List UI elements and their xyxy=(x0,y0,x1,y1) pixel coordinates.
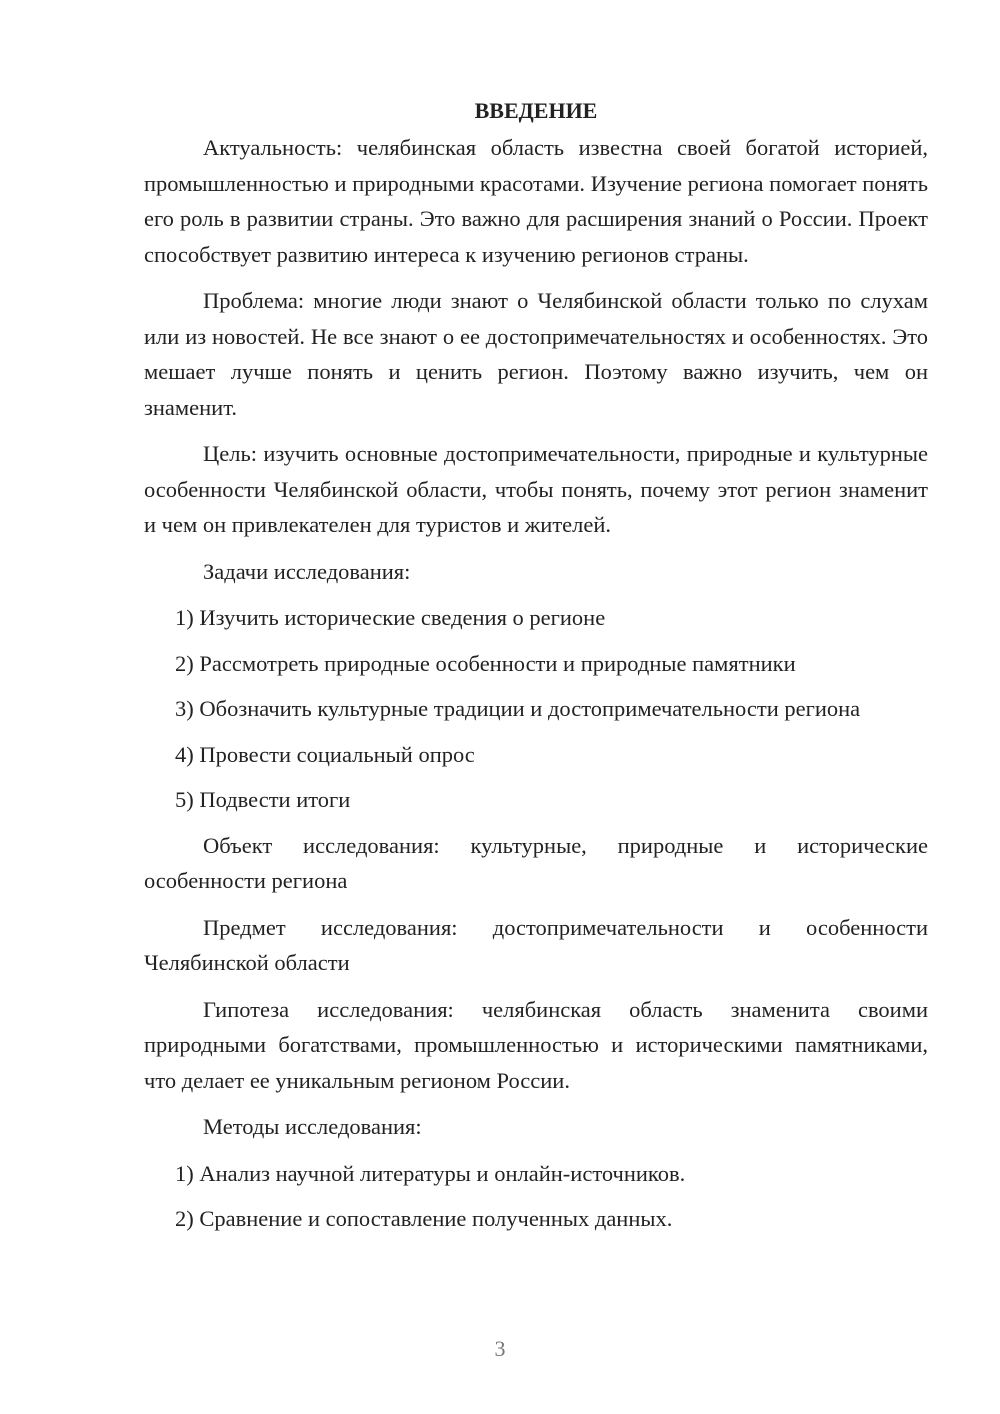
tasks-heading: Задачи исследования: xyxy=(203,558,411,584)
method-item-1: 1) Анализ научной литературы и онлайн-источников. xyxy=(175,1160,686,1186)
subject-paragraph: Предмет исследования: достопримечательности и особенности Челябинской области xyxy=(144,914,928,975)
hypothesis-paragraph: Гипотеза исследования: челябинская область знаменита своими природными богатствами, промышленностью и историческими памятниками, что делает ее уникальным регионом России. xyxy=(144,996,928,1093)
task-item-1: 1) Изучить исторические сведения о регионе xyxy=(175,605,606,630)
goal-paragraph: Цель: изучить основные достопримечательности, природные и культурные особенности Челябинской области, чтобы понять, почему этот регион знаменит и чем он привлекателен для туристов и жителей. xyxy=(144,441,928,537)
methods-heading: Методы исследования: xyxy=(203,1114,422,1139)
method-item-2: 2) Сравнение и сопоставление полученных данных. xyxy=(175,1206,673,1231)
page-number: 3 xyxy=(494,1336,506,1361)
document-page xyxy=(144,96,928,1247)
task-item-2: 2) Рассмотреть природные особенности и природные памятники xyxy=(175,650,796,676)
task-item-5: 5) Подвести итоги xyxy=(175,787,351,812)
task-item-3: 3) Обозначить культурные традиции и достопримечательности региона xyxy=(175,696,861,721)
task-item-4: 4) Провести социальный опрос xyxy=(175,741,475,767)
page-title: ВВЕДЕНИЕ xyxy=(474,98,598,123)
problem-paragraph: Проблема: многие люди знают о Челябинской области только по слухам или из новостей. Не все знают о ее достопримечательностях и особенностях. Это мешает лучше понять и ценить регион. Поэтому важно изучить, чем он знаменит. xyxy=(144,288,928,420)
relevance-paragraph: Актуальность: челябинская область известна своей богатой историей, промышленностью и природными красотами. Изучение региона помогает понять его роль в развитии страны. Это важно для расширения знаний о России. Проект способствует развитию интереса к изучению регионов страны. xyxy=(144,135,928,267)
object-paragraph: Объект исследования: культурные, природные и исторические особенности региона xyxy=(144,832,928,893)
